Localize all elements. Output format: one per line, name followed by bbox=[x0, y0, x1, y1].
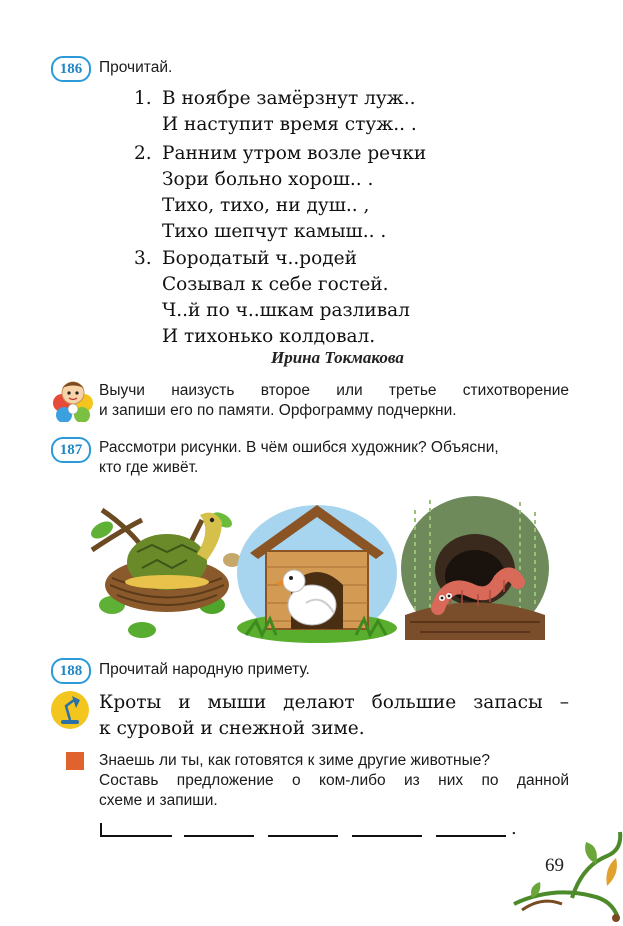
stanza-number: 3. bbox=[134, 248, 152, 269]
poem-line: И тихонько колдовал. bbox=[162, 326, 376, 347]
exercise-188-instruction: Прочитай народную примету. bbox=[99, 661, 310, 678]
worm-in-burrow-illustration bbox=[400, 490, 550, 642]
scheme-blank-5 bbox=[436, 835, 506, 837]
poem-stanza-2 bbox=[134, 141, 427, 245]
bird-in-doghouse-illustration bbox=[236, 493, 398, 643]
exercise-186-badge: 186 bbox=[51, 56, 91, 82]
poem-author: Ирина Токмакова bbox=[271, 348, 404, 367]
poem-line: И наступит время стуж.. . bbox=[162, 114, 417, 135]
scheme-blank-2 bbox=[184, 835, 254, 837]
child-flower-icon bbox=[51, 376, 95, 422]
poem-line: Ранним утром возле речки bbox=[162, 143, 427, 164]
poem-line: В ноябре замёрзнут луж.. bbox=[162, 88, 416, 109]
scheme-blank-1 bbox=[100, 835, 172, 837]
sentence-task-line-3: схеме и запиши. bbox=[99, 792, 218, 809]
exercise-187-line-1: Рассмотри рисунки. В чём ошибся художник? Объясни, bbox=[99, 439, 499, 456]
exercise-187-badge: 187 bbox=[51, 437, 91, 463]
memorize-task-line-1: Выучи наизусть второе или третье стихотворение bbox=[99, 382, 569, 399]
scheme-blank-4 bbox=[352, 835, 422, 837]
lamp-icon bbox=[50, 690, 90, 730]
folk-sign-line-2: к суровой и снежной зиме. bbox=[99, 718, 365, 739]
sentence-task-line-2: Составь предложение о ком-либо из них по данной bbox=[99, 772, 569, 789]
exercise-187-line-2: кто где живёт. bbox=[99, 459, 199, 476]
task-square-icon bbox=[66, 752, 84, 770]
exercise-188-badge: 188 bbox=[51, 658, 91, 684]
sentence-task-line-1: Знаешь ли ты, как готовятся к зиме другие животные? bbox=[99, 752, 490, 769]
stanza-number: 1. bbox=[134, 88, 152, 109]
poem-line: Тихо, тихо, ни душ.. , bbox=[162, 195, 370, 216]
exercise-186-instruction: Прочитай. bbox=[99, 59, 173, 76]
scheme-blank-3 bbox=[268, 835, 338, 837]
poem-stanza-3 bbox=[134, 246, 410, 350]
page-number: 69 bbox=[545, 855, 564, 876]
poem-line: Созывал к себе гостей. bbox=[162, 274, 389, 295]
corner-ornament bbox=[512, 826, 623, 926]
poem-line: Ч..й по ч..шкам разливал bbox=[162, 300, 410, 321]
memorize-task-line-2: и запиши его по памяти. Орфограмму подчеркни. bbox=[99, 402, 457, 419]
folk-sign-line-1: Кроты и мыши делают большие запасы – bbox=[99, 692, 569, 713]
stanza-number: 2. bbox=[134, 143, 152, 164]
turtle-in-nest-illustration bbox=[82, 490, 242, 640]
scheme-period: . bbox=[511, 818, 517, 839]
poem-line: Бородатый ч..родей bbox=[162, 248, 357, 269]
poem-line: Зори больно хорош.. . bbox=[162, 169, 374, 190]
poem-stanza-1 bbox=[134, 86, 417, 138]
poem-line: Тихо шепчут камыш.. . bbox=[162, 221, 387, 242]
